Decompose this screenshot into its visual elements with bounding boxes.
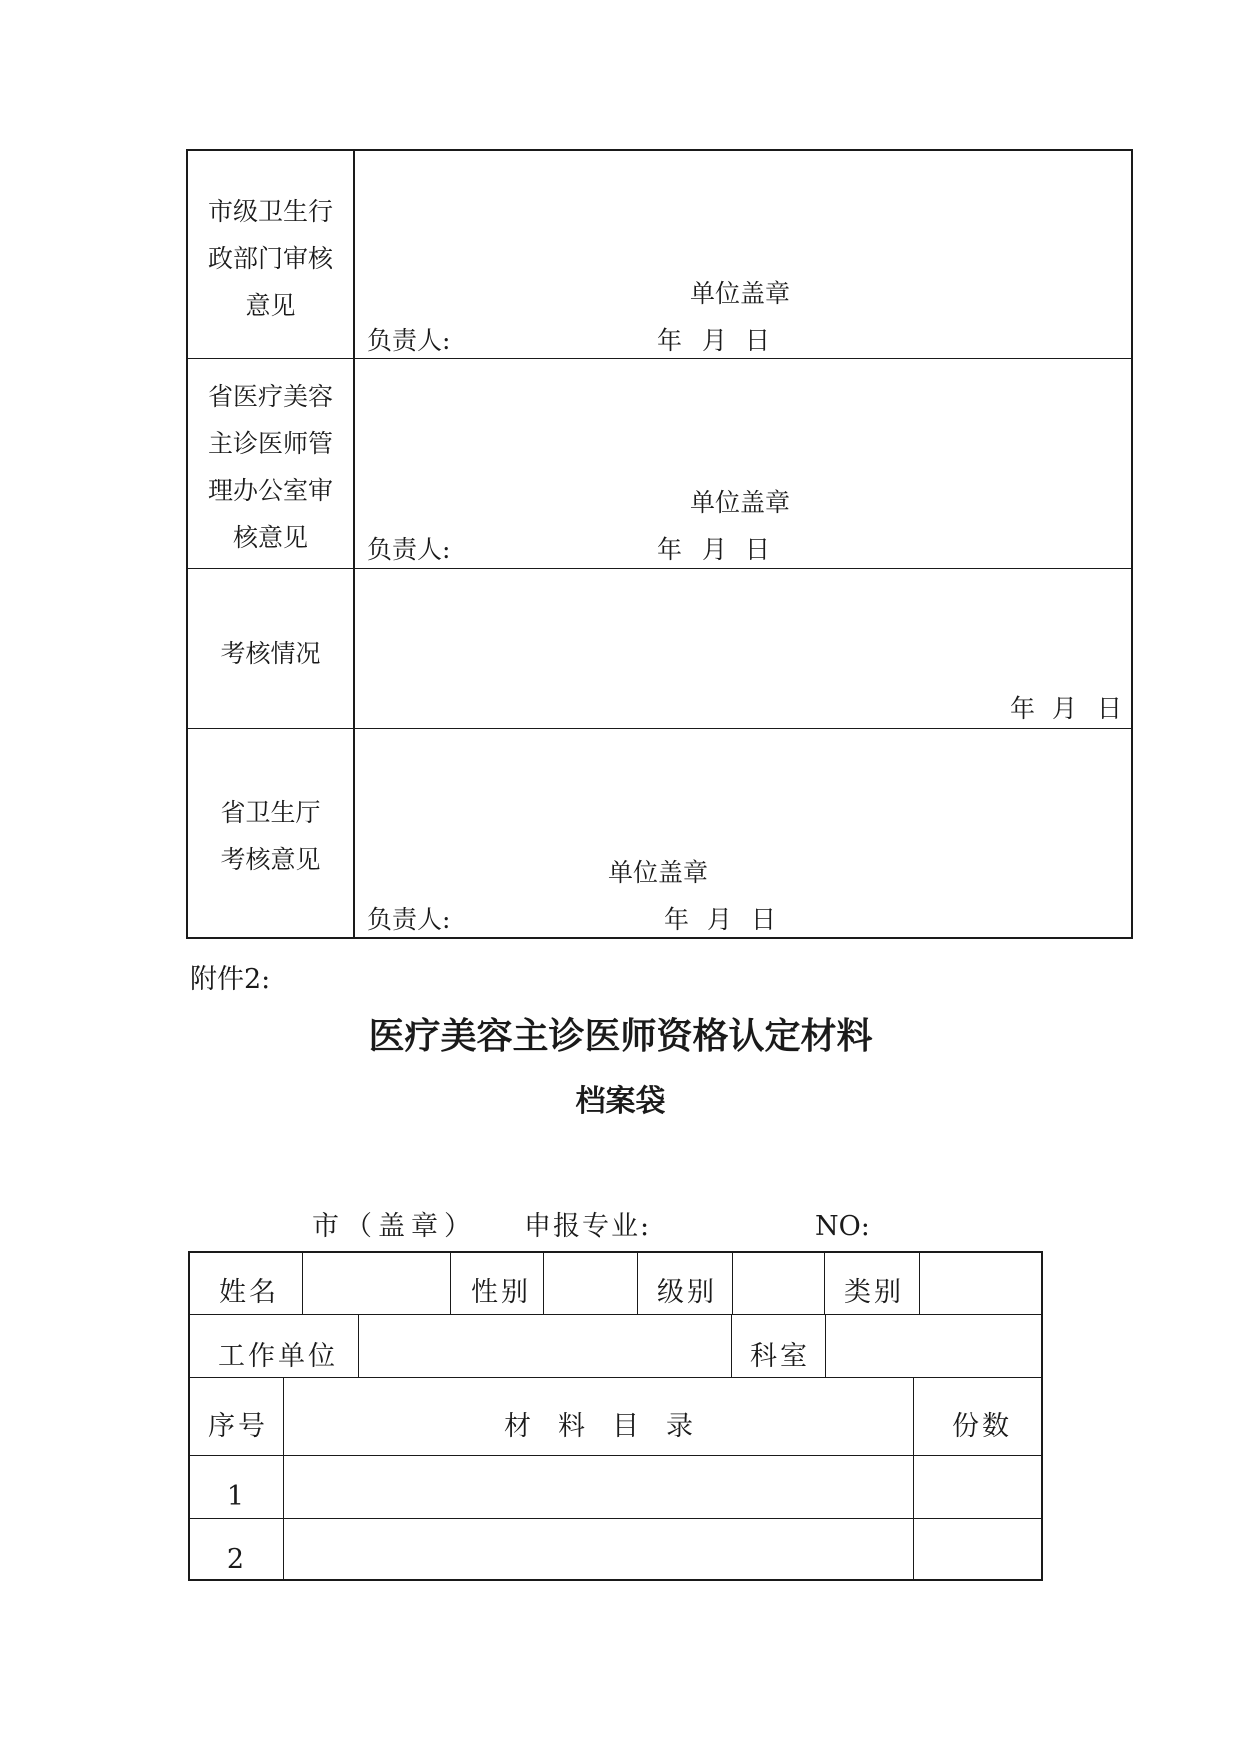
gender-label: 性别	[471, 1277, 531, 1308]
date-month-label: 月	[707, 905, 733, 934]
row-label-province-office: 省医疗美容 主诊医师管 理办公室审 核意见	[207, 382, 333, 552]
date-year-label: 年	[1010, 694, 1036, 723]
specialty-label: 申报专业:	[524, 1211, 652, 1242]
date-year-label: 年	[657, 326, 683, 355]
row-label-city: 市级卫生行 政部门审核 意见	[207, 197, 333, 320]
row-label-health-dept: 省卫生厅 考核意见	[220, 798, 321, 874]
date-year-label: 年	[664, 905, 690, 934]
level-label: 级别	[657, 1277, 717, 1308]
sequence-header: 序号	[208, 1411, 268, 1442]
date-month-label: 月	[702, 326, 728, 355]
responsible-person-label: 负责人:	[367, 905, 451, 934]
document-title: 医疗美容主诊医师资格认定材料	[368, 1016, 873, 1057]
date-year-label: 年	[657, 535, 683, 564]
department-label: 科室	[750, 1341, 810, 1372]
number-label: NO:	[815, 1211, 870, 1242]
responsible-person-label: 负责人:	[367, 326, 451, 355]
table-row-number: 2	[226, 1544, 245, 1575]
copies-header: 份数	[952, 1411, 1012, 1442]
document-subtitle: 档案袋	[575, 1084, 666, 1119]
date-day-label: 日	[745, 535, 771, 564]
row-label-assessment: 考核情况	[220, 639, 321, 668]
category-label: 类别	[844, 1277, 904, 1308]
date-day-label: 日	[751, 905, 777, 934]
unit-seal-label: 单位盖章	[608, 858, 709, 887]
name-label: 姓名	[219, 1277, 279, 1308]
work-unit-label: 工作单位	[218, 1341, 338, 1372]
date-day-label: 日	[745, 326, 771, 355]
date-month-label: 月	[1052, 694, 1078, 723]
city-seal-label: 市（盖章）	[312, 1211, 477, 1242]
material-catalog-header: 材 料 目 录	[504, 1411, 693, 1442]
unit-seal-label: 单位盖章	[690, 488, 791, 517]
attachment-label: 附件2:	[190, 964, 271, 995]
date-day-label: 日	[1097, 694, 1123, 723]
responsible-person-label: 负责人:	[367, 535, 451, 564]
unit-seal-label: 单位盖章	[690, 279, 791, 308]
table-row-number: 1	[226, 1481, 245, 1512]
date-month-label: 月	[702, 535, 728, 564]
